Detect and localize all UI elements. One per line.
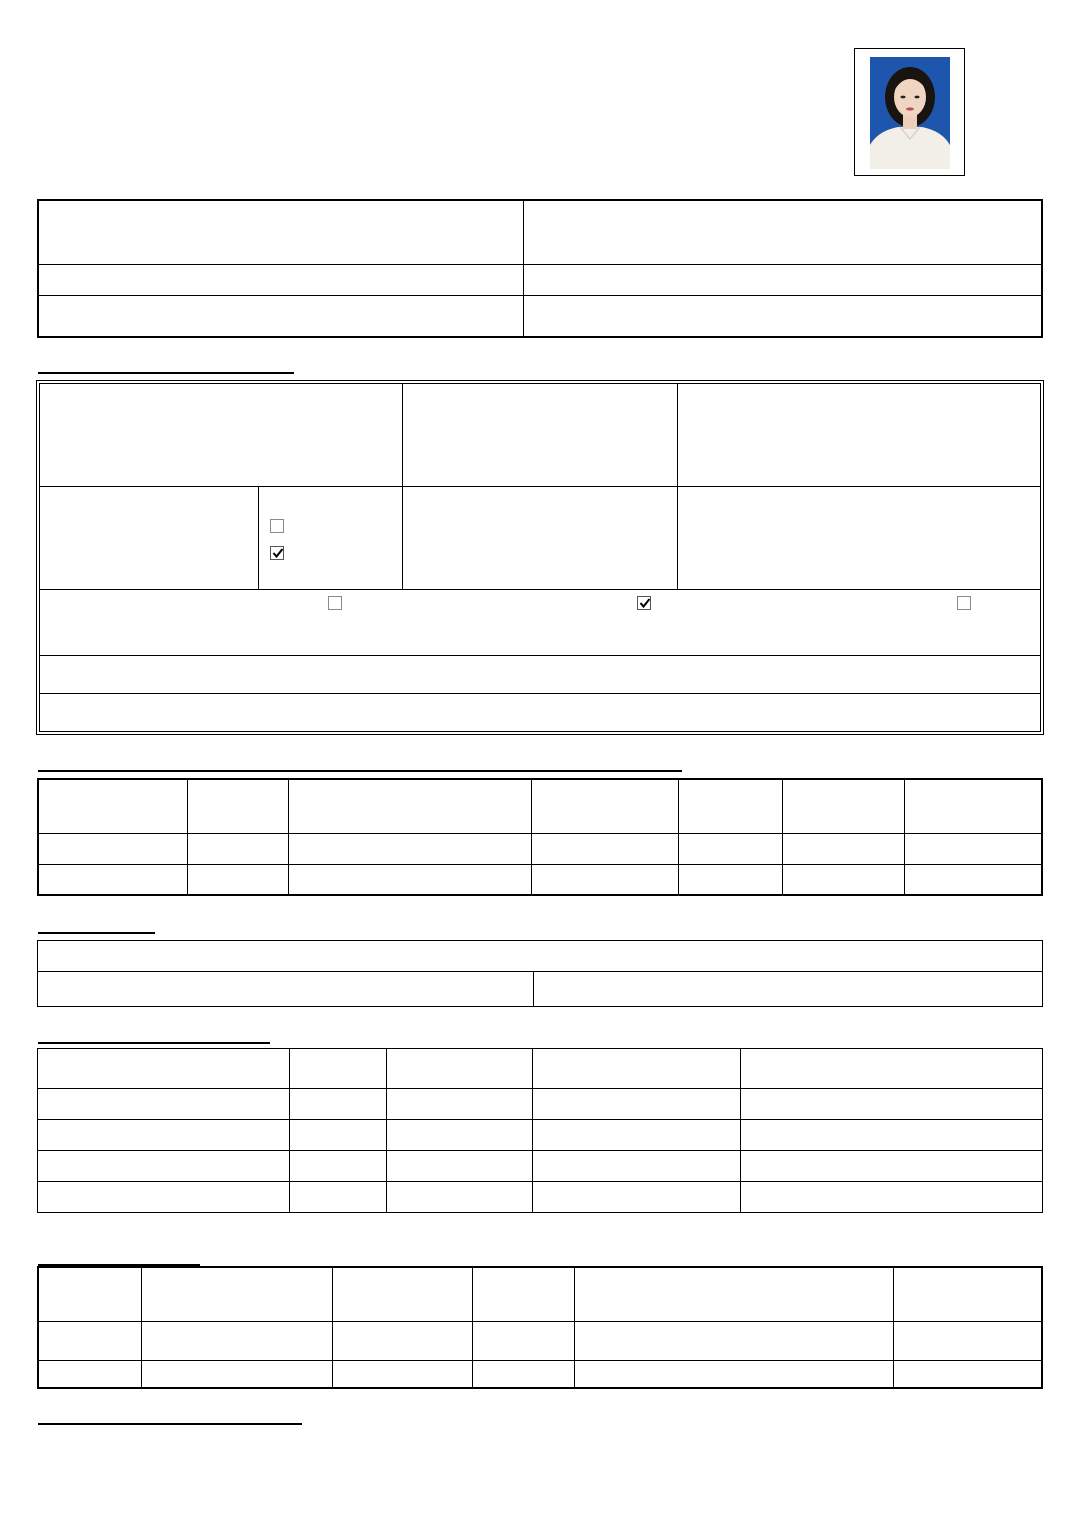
photo-lips — [906, 107, 914, 110]
section-heading-5 — [38, 1042, 270, 1044]
education-table-divider — [531, 779, 532, 895]
section-5-table-row-line — [38, 1088, 1042, 1089]
section-5-table-divider — [740, 1049, 741, 1212]
profile-photo — [870, 57, 950, 169]
section-heading-7 — [38, 1423, 302, 1425]
gender-checkbox-2[interactable] — [270, 546, 284, 560]
section-5-table-divider — [386, 1049, 387, 1212]
section-6-table-divider — [893, 1267, 894, 1388]
marital-checkbox-2[interactable] — [637, 596, 651, 610]
section-4-table — [37, 940, 1043, 1007]
education-table-divider — [288, 779, 289, 895]
marital-checkbox-3[interactable] — [957, 596, 971, 610]
gender-checkbox-1[interactable] — [270, 519, 284, 533]
section-6-table-row-line — [38, 1360, 1042, 1361]
section-4-table-row-line — [38, 971, 1042, 972]
section-5-table-row-line — [38, 1150, 1042, 1151]
section-5-table-row-line — [38, 1119, 1042, 1120]
section-5-table-divider — [289, 1049, 290, 1212]
section-6-table-divider — [141, 1267, 142, 1388]
personal-table-row-line — [39, 486, 1041, 487]
section-heading-4 — [38, 932, 155, 934]
section-4-table-divider — [533, 971, 534, 1006]
info-table-row-line — [38, 295, 1042, 296]
section-6-table-divider — [472, 1267, 473, 1388]
photo-shirt — [870, 127, 950, 169]
personal-table — [39, 383, 1041, 732]
personal-table-row-line — [39, 655, 1041, 656]
info-table-row-line — [38, 264, 1042, 265]
education-table-divider — [782, 779, 783, 895]
checkmark-icon — [639, 597, 651, 609]
section-5-table-divider — [532, 1049, 533, 1212]
education-table-divider — [187, 779, 188, 895]
section-5-table — [37, 1048, 1043, 1213]
personal-table-row-line — [39, 693, 1041, 694]
section-6-table-divider — [332, 1267, 333, 1388]
personal-table-row-line — [39, 589, 1041, 590]
section-heading-personal — [38, 372, 294, 374]
education-table-divider — [678, 779, 679, 895]
info-table-divider — [523, 200, 524, 337]
checkmark-icon — [272, 547, 284, 559]
education-table-row-line — [38, 864, 1042, 865]
profile-photo-frame — [854, 48, 965, 176]
section-6-table-divider — [574, 1267, 575, 1388]
section-5-table-row-line — [38, 1181, 1042, 1182]
section-6-table-row-line — [38, 1321, 1042, 1322]
education-table-divider — [904, 779, 905, 895]
info-table — [37, 199, 1043, 338]
personal-table-divider — [258, 486, 259, 589]
education-table-row-line — [38, 833, 1042, 834]
section-heading-education — [38, 770, 682, 772]
marital-checkbox-1[interactable] — [328, 596, 342, 610]
